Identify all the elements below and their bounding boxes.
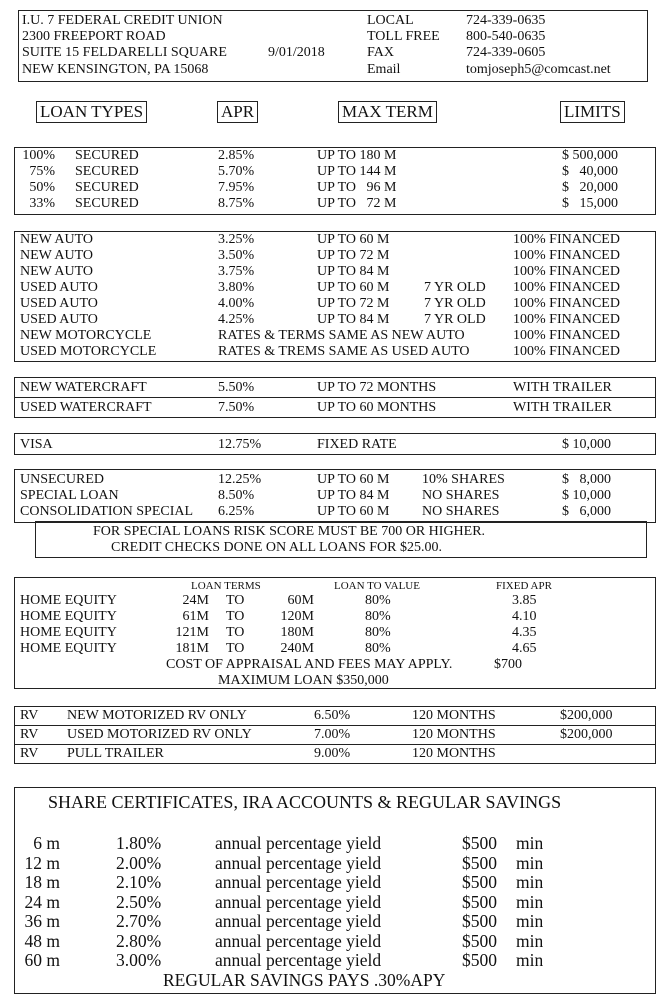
- column-header-apr: APR: [217, 101, 258, 123]
- secured-row-pct: 50%: [29, 180, 55, 195]
- savings-row-min: $500: [462, 950, 497, 970]
- secured-row-pct: 75%: [29, 164, 55, 179]
- auto-row-apr: 4.25%: [218, 312, 255, 327]
- rv-row-apr: 7.00%: [314, 727, 351, 742]
- watercraft-row-type: USED WATERCRAFT: [20, 400, 152, 415]
- home-equity-row-apr: 3.85: [512, 593, 537, 608]
- unsecured-row-shares: 10% SHARES: [422, 472, 505, 487]
- home-equity-header-loan-terms: LOAN TERMS: [191, 580, 261, 592]
- motorcycle-row-note: 100% FINANCED: [513, 344, 620, 359]
- motorcycle-row-type: NEW MOTORCYCLE: [20, 328, 152, 343]
- home-equity-fee-note: COST OF APPRAISAL AND FEES MAY APPLY.: [166, 657, 453, 672]
- home-equity-row-type: HOME EQUITY: [20, 625, 117, 640]
- watercraft-row-apr: 5.50%: [218, 380, 255, 395]
- rv-row-term: 120 MONTHS: [412, 727, 496, 742]
- home-equity-header-ltv: LOAN TO VALUE: [334, 580, 420, 592]
- org-name: I.U. 7 FEDERAL CREDIT UNION: [22, 13, 223, 28]
- secured-row-term: UP TO 96 M: [317, 180, 397, 195]
- home-equity-row-to: 120M: [280, 609, 314, 624]
- rate-sheet-date: 9/01/2018: [268, 45, 325, 60]
- home-equity-row-from: 61M: [182, 609, 209, 624]
- savings-row-min-label: min: [516, 833, 544, 853]
- org-address-line1: 2300 FREEPORT ROAD: [22, 29, 166, 44]
- savings-row-desc: annual percentage yield: [215, 891, 382, 912]
- auto-row-term: UP TO 72 M: [317, 248, 390, 263]
- home-equity-row-type: HOME EQUITY: [20, 641, 117, 656]
- contact-label-email: Email: [367, 62, 401, 77]
- savings-row-min: $500: [462, 891, 497, 912]
- contact-label-fax: FAX: [367, 45, 394, 60]
- secured-row-apr: 7.95%: [218, 180, 255, 195]
- auto-row-term: UP TO 84 M: [317, 264, 390, 279]
- auto-row-type: USED AUTO: [20, 296, 98, 311]
- home-equity-row-ltv: 80%: [365, 625, 391, 640]
- watercraft-row-note: WITH TRAILER: [513, 400, 612, 415]
- watercraft-row-apr: 7.50%: [218, 400, 255, 415]
- auto-row-note: 100% FINANCED: [513, 232, 620, 247]
- org-address-line3: NEW KENSINGTON, PA 15068: [22, 62, 209, 77]
- auto-row-apr: 3.25%: [218, 232, 255, 247]
- home-equity-row-to: 180M: [280, 625, 314, 640]
- secured-row-pct: 100%: [22, 148, 55, 163]
- rv-row-code: RV: [20, 746, 39, 761]
- auto-row-note: 100% FINANCED: [513, 248, 620, 263]
- home-equity-row-type: HOME EQUITY: [20, 593, 117, 608]
- savings-row-term: 60 m: [24, 950, 60, 970]
- home-equity-row-type: HOME EQUITY: [20, 609, 117, 624]
- auto-row-type: NEW AUTO: [20, 264, 93, 279]
- contact-value-fax: 724-339-0605: [466, 45, 546, 60]
- special-note-credit-check: CREDIT CHECKS DONE ON ALL LOANS FOR $25.00.: [111, 540, 442, 555]
- auto-row-note: 100% FINANCED: [513, 264, 620, 279]
- savings-row-term: 12 m: [24, 852, 60, 873]
- home-equity-header-apr: FIXED APR: [496, 580, 552, 592]
- rv-row-code: RV: [20, 708, 39, 723]
- motorcycle-row-terms: RATES & TERMS SAME AS NEW AUTO: [218, 328, 465, 343]
- column-header-max-term: MAX TERM: [338, 101, 437, 123]
- rv-row-limit: $200,000: [560, 708, 613, 723]
- secured-row-type: SECURED: [75, 148, 139, 163]
- unsecured-row-term: UP TO 60 M: [317, 472, 390, 487]
- auto-row-term: UP TO 60 M: [317, 232, 390, 247]
- contact-label-local: LOCAL: [367, 13, 414, 28]
- savings-row-desc: annual percentage yield: [215, 930, 382, 951]
- savings-row-term: 48 m: [24, 930, 60, 951]
- savings-row-min-label: min: [516, 872, 544, 892]
- home-equity-row-apr: 4.65: [512, 641, 537, 656]
- secured-row-limit: $ 40,000: [562, 164, 618, 179]
- secured-row-term: UP TO 72 M: [317, 196, 397, 211]
- auto-row-type: USED AUTO: [20, 312, 98, 327]
- savings-row-rate: 2.50%: [116, 891, 162, 912]
- auto-row-age: 7 YR OLD: [424, 280, 486, 295]
- secured-row-apr: 2.85%: [218, 148, 255, 163]
- rv-row-apr: 9.00%: [314, 746, 351, 761]
- secured-row-type: SECURED: [75, 196, 139, 211]
- rv-row-limit: $200,000: [560, 727, 613, 742]
- unsecured-row-limit: $ 8,000: [562, 472, 611, 487]
- home-equity-row-from: 121M: [175, 625, 209, 640]
- contact-label-tollfree: TOLL FREE: [367, 29, 440, 44]
- watercraft-row-type: NEW WATERCRAFT: [20, 380, 147, 395]
- contact-value-email: tomjoseph5@comcast.net: [466, 62, 611, 77]
- home-equity-row-ltv: 80%: [365, 593, 391, 608]
- savings-row-desc: annual percentage yield: [215, 911, 382, 931]
- visa-limit: $ 10,000: [562, 437, 611, 452]
- home-equity-row-ltv: 80%: [365, 609, 391, 624]
- rv-row-term: 120 MONTHS: [412, 746, 496, 761]
- auto-row-type: NEW AUTO: [20, 232, 93, 247]
- home-equity-row-from: 181M: [175, 641, 209, 656]
- savings-row-rate: 2.00%: [116, 852, 162, 873]
- rv-row-type: NEW MOTORIZED RV ONLY: [67, 708, 247, 723]
- savings-row-desc: annual percentage yield: [215, 950, 382, 970]
- home-equity-row-to-word: TO: [226, 593, 245, 608]
- unsecured-row-type: UNSECURED: [20, 472, 105, 487]
- watercraft-row-term: UP TO 60 MONTHS: [317, 400, 437, 415]
- auto-row-note: 100% FINANCED: [513, 296, 620, 311]
- home-equity-row-to-word: TO: [226, 641, 245, 656]
- savings-row-min: $500: [462, 872, 497, 892]
- secured-row-term: UP TO 180 M: [317, 148, 397, 163]
- savings-row-min-label: min: [516, 891, 544, 912]
- auto-row-term: UP TO 72 M: [317, 296, 390, 311]
- org-address-line2: SUITE 15 FELDARELLI SQUARE: [22, 45, 227, 60]
- visa-term: FIXED RATE: [317, 437, 397, 452]
- auto-row-age: 7 YR OLD: [424, 296, 486, 311]
- savings-title: SHARE CERTIFICATES, IRA ACCOUNTS & REGULAR SAVINGS: [48, 792, 562, 812]
- contact-value-local: 724-339-0635: [466, 13, 546, 28]
- secured-row-limit: $ 15,000: [562, 196, 618, 211]
- secured-row-type: SECURED: [75, 180, 139, 195]
- auto-row-apr: 4.00%: [218, 296, 255, 311]
- savings-row-min: $500: [462, 852, 497, 873]
- visa-apr: 12.75%: [218, 437, 262, 452]
- savings-row-term: 36 m: [24, 911, 60, 931]
- savings-row-min: $500: [462, 833, 497, 853]
- secured-row-apr: 8.75%: [218, 196, 255, 211]
- auto-row-term: UP TO 84 M: [317, 312, 390, 327]
- auto-row-apr: 3.75%: [218, 264, 255, 279]
- motorcycle-row-terms: RATES & TREMS SAME AS USED AUTO: [218, 344, 470, 359]
- auto-row-type: USED AUTO: [20, 280, 98, 295]
- column-header-loan-types: LOAN TYPES: [36, 101, 147, 123]
- savings-footer: REGULAR SAVINGS PAYS .30%APY: [163, 970, 446, 990]
- home-equity-fee-amount: $700: [494, 657, 522, 672]
- savings-row-term: 18 m: [24, 872, 60, 892]
- auto-row-age: 7 YR OLD: [424, 312, 486, 327]
- rv-row-type: PULL TRAILER: [67, 746, 164, 761]
- savings-row-desc: annual percentage yield: [215, 833, 382, 853]
- savings-row-rate: 2.80%: [116, 930, 162, 951]
- special-note-risk-score: FOR SPECIAL LOANS RISK SCORE MUST BE 700 OR HIGHER.: [93, 524, 486, 539]
- auto-row-note: 100% FINANCED: [513, 312, 620, 327]
- unsecured-row-apr: 6.25%: [218, 504, 255, 519]
- savings-row-min-label: min: [516, 911, 544, 931]
- rv-row-apr: 6.50%: [314, 708, 351, 723]
- column-header-limits: LIMITS: [560, 101, 625, 123]
- visa-type: VISA: [20, 437, 53, 452]
- home-equity-row-to: 240M: [280, 641, 314, 656]
- home-equity-row-apr: 4.35: [512, 625, 537, 640]
- unsecured-row-term: UP TO 84 M: [317, 488, 390, 503]
- unsecured-row-apr: 8.50%: [218, 488, 255, 503]
- savings-row-min: $500: [462, 911, 497, 931]
- secured-row-pct: 33%: [29, 196, 55, 211]
- savings-row-desc: annual percentage yield: [215, 852, 382, 873]
- home-equity-row-ltv: 80%: [365, 641, 391, 656]
- unsecured-row-type: CONSOLIDATION SPECIAL: [20, 504, 194, 519]
- savings-row-rate: 2.10%: [116, 872, 162, 892]
- savings-row-min-label: min: [516, 852, 544, 873]
- home-equity-row-to-word: TO: [226, 625, 245, 640]
- savings-row-rate: 1.80%: [116, 833, 162, 853]
- savings-row-min-label: min: [516, 950, 544, 970]
- home-equity-row-to: 60M: [287, 593, 314, 608]
- contact-value-tollfree: 800-540-0635: [466, 29, 546, 44]
- home-equity-max-loan: MAXIMUM LOAN $350,000: [218, 673, 389, 688]
- motorcycle-row-note: 100% FINANCED: [513, 328, 620, 343]
- unsecured-row-limit: $ 6,000: [562, 504, 611, 519]
- rv-row-term: 120 MONTHS: [412, 708, 496, 723]
- savings-row-term: 24 m: [24, 891, 60, 912]
- unsecured-row-limit: $ 10,000: [562, 488, 611, 503]
- unsecured-row-term: UP TO 60 M: [317, 504, 390, 519]
- secured-row-limit: $ 20,000: [562, 180, 618, 195]
- motorcycle-row-type: USED MOTORCYCLE: [20, 344, 157, 359]
- savings-row-min: $500: [462, 930, 497, 951]
- savings-row-min-label: min: [516, 930, 544, 951]
- watercraft-row-term: UP TO 72 MONTHS: [317, 380, 437, 395]
- secured-row-limit: $ 500,000: [562, 148, 618, 163]
- unsecured-row-shares: NO SHARES: [422, 488, 500, 503]
- rv-row-type: USED MOTORIZED RV ONLY: [67, 727, 252, 742]
- savings-row-rate: 3.00%: [116, 950, 162, 970]
- savings-row-desc: annual percentage yield: [215, 872, 382, 892]
- unsecured-row-apr: 12.25%: [218, 472, 262, 487]
- auto-row-type: NEW AUTO: [20, 248, 93, 263]
- auto-row-term: UP TO 60 M: [317, 280, 390, 295]
- watercraft-row-note: WITH TRAILER: [513, 380, 612, 395]
- home-equity-row-to-word: TO: [226, 609, 245, 624]
- secured-row-apr: 5.70%: [218, 164, 255, 179]
- home-equity-row-apr: 4.10: [512, 609, 537, 624]
- savings-row-term: 6 m: [33, 833, 60, 853]
- secured-row-term: UP TO 144 M: [317, 164, 397, 179]
- auto-row-apr: 3.50%: [218, 248, 255, 263]
- unsecured-row-shares: NO SHARES: [422, 504, 500, 519]
- rv-row-code: RV: [20, 727, 39, 742]
- unsecured-row-type: SPECIAL LOAN: [20, 488, 119, 503]
- savings-row-rate: 2.70%: [116, 911, 162, 931]
- secured-row-type: SECURED: [75, 164, 139, 179]
- auto-row-apr: 3.80%: [218, 280, 255, 295]
- auto-row-note: 100% FINANCED: [513, 280, 620, 295]
- home-equity-row-from: 24M: [182, 593, 209, 608]
